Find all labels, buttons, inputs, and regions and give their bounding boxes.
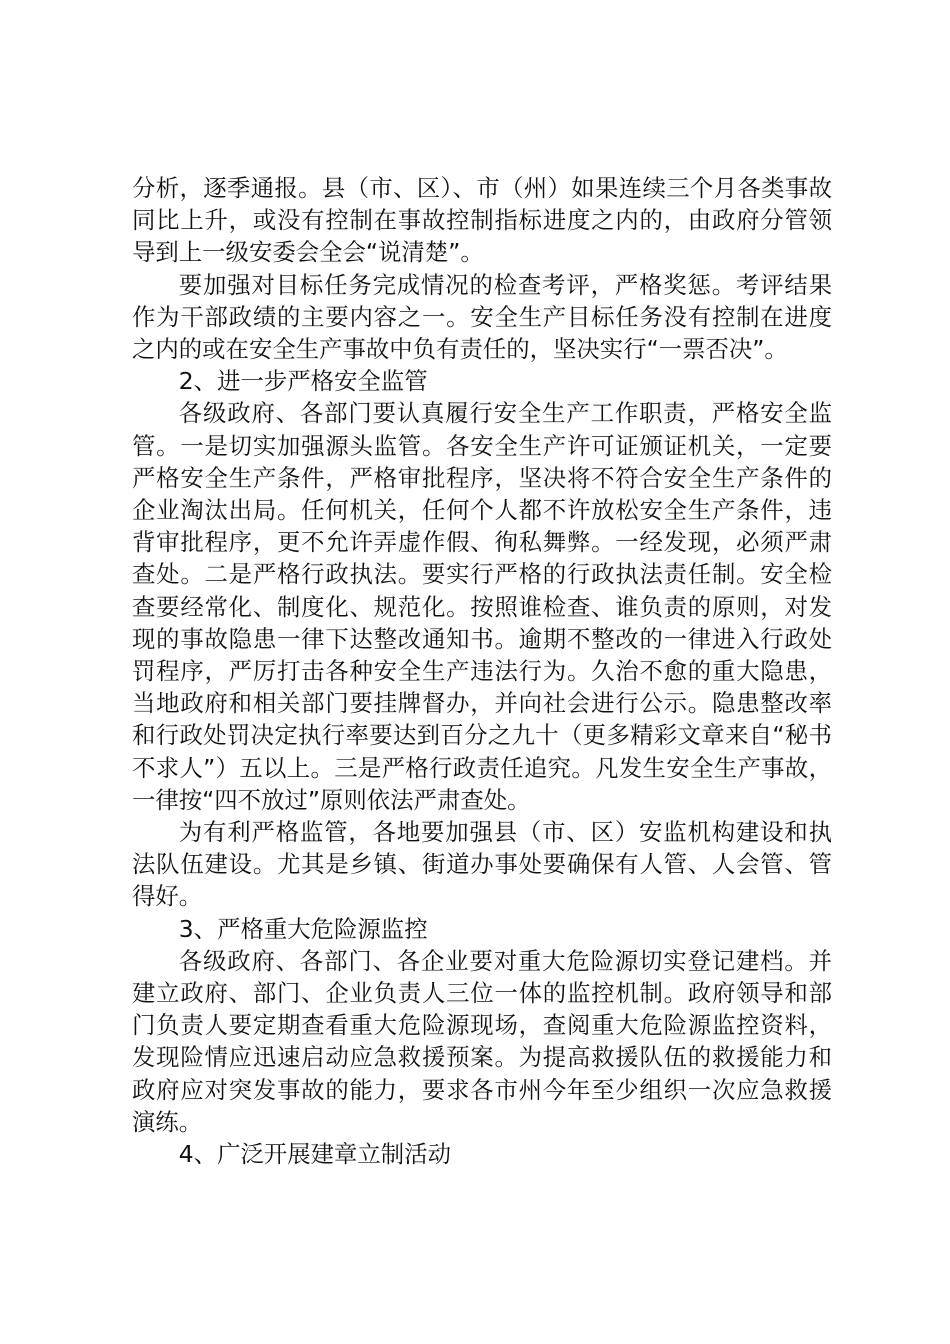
paragraph-supervision: 各级政府、各部门要认真履行安全生产工作职责，严格安全监管。一是切实加强源头监管。各安全生产许可证颁证机关，一定要严格安全生产条件，严格审批程序，坚决将不符合安全生产条件的企业淘汰出局。任何机关，任何个人都不许放松安全生产条件，违背审批程序，更不允许弄虚作假、徇私舞弊。一经发现，必须严肃查处。二是严格行政执法。要实行严格的行政执法责任制。安全检查要经常化、制度化、规范化。按照谁检查、谁负责的原则，对发现的事故隐患一律下达整改通知书。逾期不整改的一律进入行政处罚程序，严厉打击各种安全生产违法行为。久治不愈的重大隐患，当地政府和相关部门要挂牌督办，并向社会进行公示。隐患整改率和行政处罚决定执行率要达到百分之九十（更多精彩文章来自“秘书不求人”）五以上。三是严格行政责任追究。凡发生安全生产事故，一律按“四不放过”原则依法严肃查处。 [132,399,832,814]
paragraph-continuation: 分析，逐季通报。县（市、区）、市（州）如果连续三个月各类事故同比上升，或没有控制在事故控制指标进度之内的，由政府分管领导到上一级安委会全会“说清楚”。 [132,174,832,267]
section-heading-4: 4、广泛开展建章立制活动 [178,1140,451,1169]
paragraph-hazard-monitoring: 各级政府、各部门、各企业要对重大危险源切实登记建档。并建立政府、部门、企业负责人三位一体的监控机制。政府领导和部门负责人要定期查看重大危险源现场，查阅重大危险源监控资料，发现险情应迅速启动应急救援预案。为提高救援队伍的救援能力和政府应对突发事故的能力，要求各市州今年至少组织一次应急救援演练。 [132,946,832,1136]
section-heading-3: 3、严格重大危险源监控 [178,914,428,943]
paragraph-evaluation: 要加强对目标任务完成情况的检查考评，严格奖惩。考评结果作为干部政绩的主要内容之一。安全生产目标任务没有控制在进度之内的或在安全生产事故中负有责任的，坚决实行“一票否决”。 [132,270,832,364]
section-heading-2: 2、进一步严格安全监管 [178,367,428,396]
paragraph-agency-building: 为有利严格监管，各地要加强县（市、区）安监机构建设和执法队伍建设。尤其是乡镇、街道办事处要确保有人管、人会管、管得好。 [132,818,832,911]
document-page [132,172,832,1170]
